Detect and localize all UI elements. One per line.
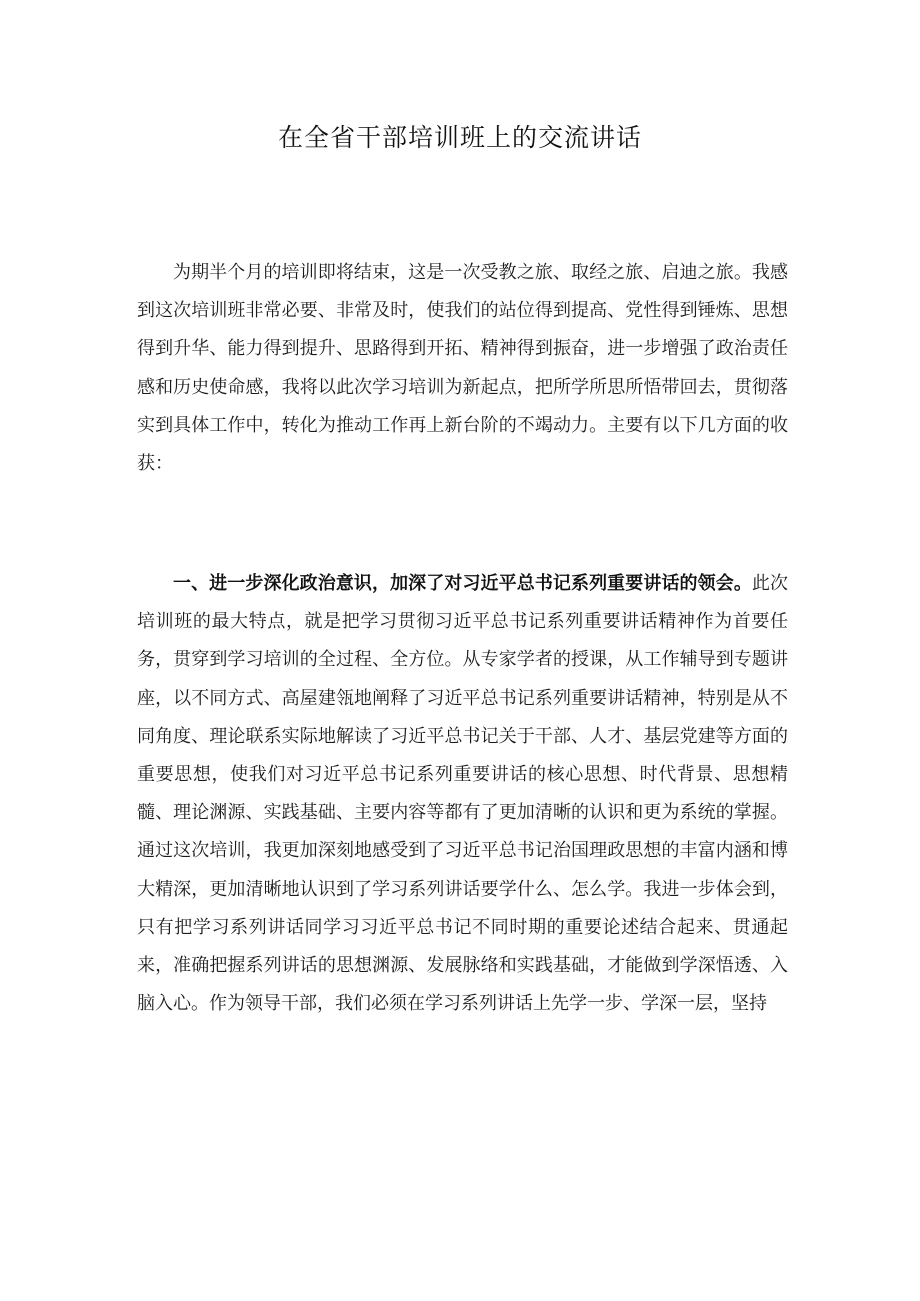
section-one-body: 此次培训班的最大特点，就是把学习贯彻习近平总书记系列重要讲话精神作为首要任务，贯穿到学习培训的全过程、全方位。从专家学者的授课，从工作辅导到专题讲座，以不同方式、高屋建瓴地阐释了习近平总书记系列重要讲话精神，特别是从不同角度、理论联系实际地解读了习近平总书记关于干部、人才、基层党建等方面的重要思想，使我们对习近平总书记系列重要讲话的核心思想、时代背景、思想精髓、理论渊源、实践基础、主要内容等都有了更加清晰的认识和更为系统的掌握。通过这次培训，我更加深刻地感受到了习近平总书记治国理政思想的丰富内涵和博大精深，更加清晰地认识到了学习系列讲话要学什么、怎么学。我进一步体会到，只有把学习系列讲话同学习习近平总书记不同时期的重要论述结合起来、贯通起来，准确把握系列讲话的思想渊源、发展脉络和实践基础，才能做到学深悟透、入脑入心。作为领导干部，我们必须在学习系列讲话上先学一步、学深一层，坚持 xyxy=(137,573,788,1015)
paragraph-section-one xyxy=(137,565,788,1023)
document-title: 在全省干部培训班上的交流讲话 xyxy=(277,123,642,152)
section-one-heading: 一、进一步深化政治意识，加深了对习近平总书记系列重要讲话的领会。 xyxy=(173,573,752,594)
paragraph-intro: 为期半个月的培训即将结束，这是一次受教之旅、取经之旅、启迪之旅。我感到这次培训班非常必要、非常及时，使我们的站位得到提高、党性得到锤炼、思想得到升华、能力得到提升、思路得到开拓、精神得到振奋，进一步增强了政治责任感和历史使命感，我将以此次学习培训为新起点，把所学所思所悟带回去，贯彻落实到具体工作中，转化为推动工作再上新台阶的不竭动力。主要有以下几方面的收获： xyxy=(137,262,788,475)
